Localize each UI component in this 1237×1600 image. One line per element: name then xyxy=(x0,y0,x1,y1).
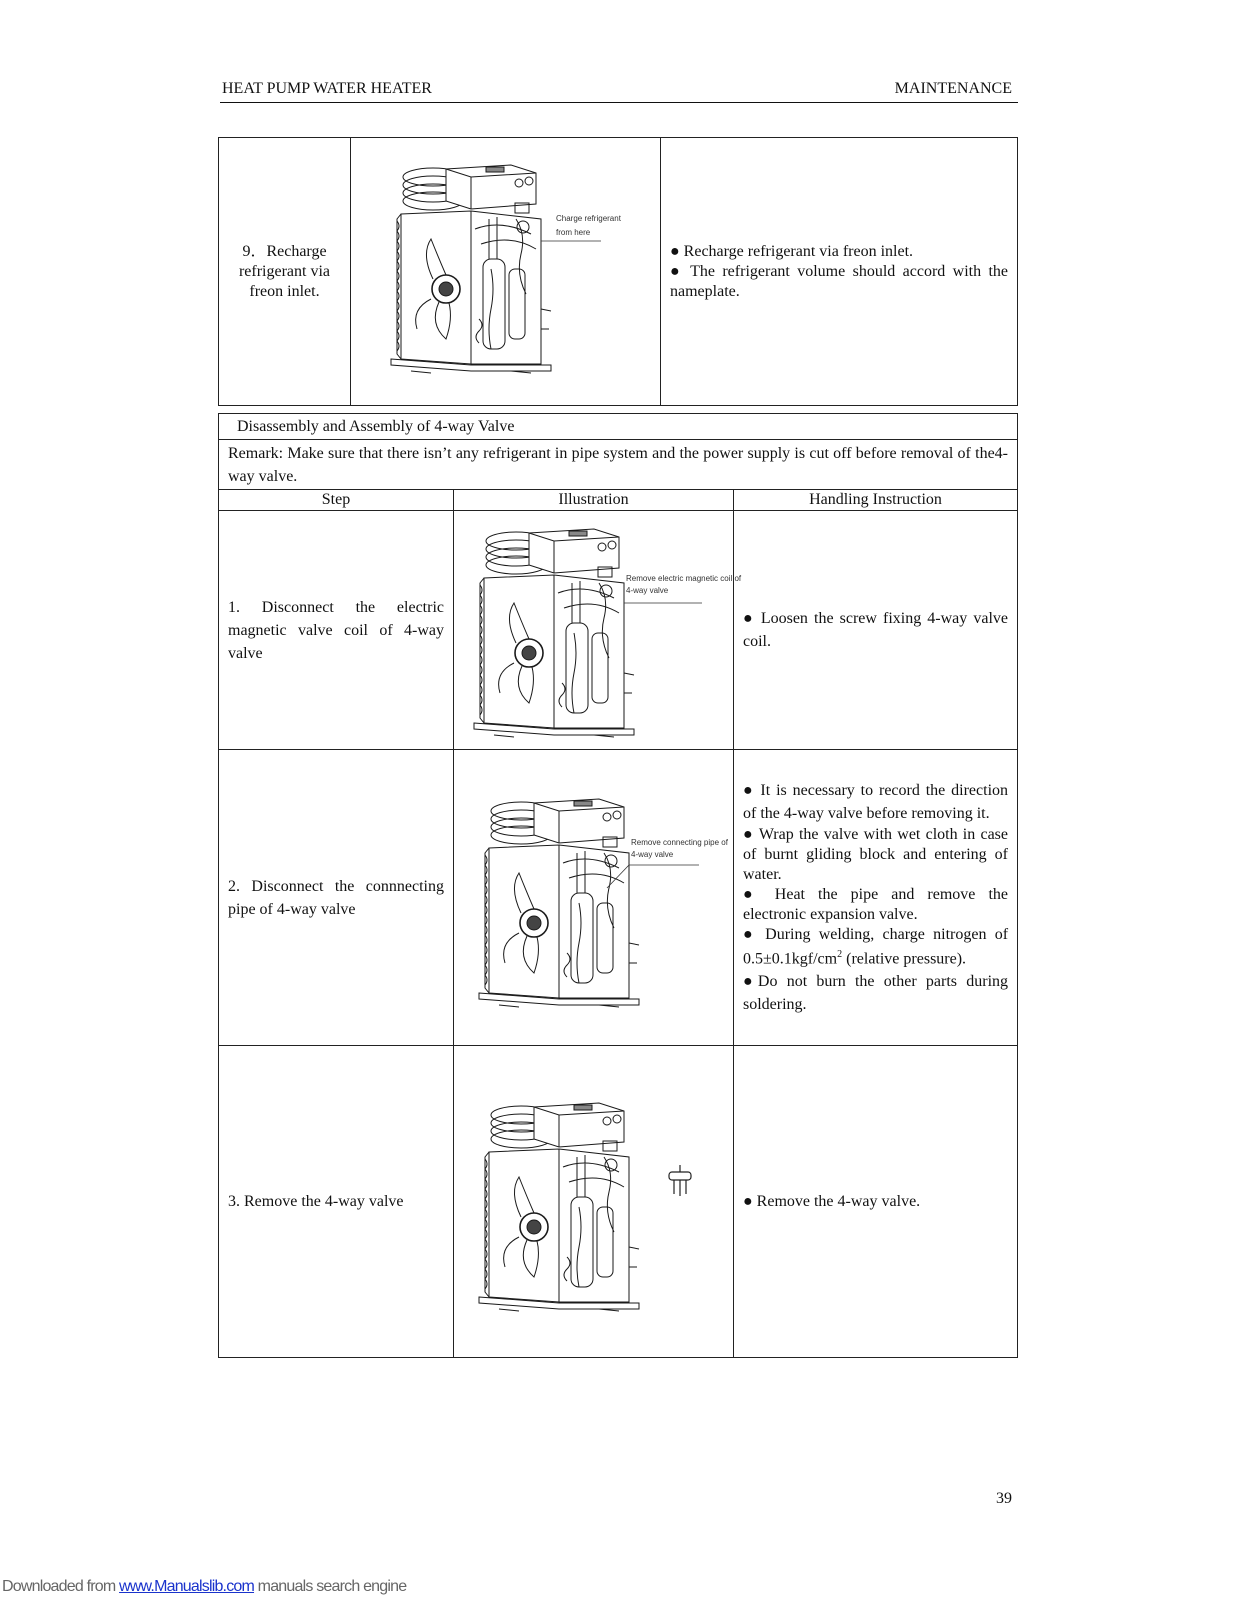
step-2-callout-2: 4-way valve xyxy=(630,849,673,859)
section-title: Disassembly and Assembly of 4-way Valve xyxy=(219,414,1018,440)
step-3-illustration-cell xyxy=(454,1046,734,1358)
step-row-3 xyxy=(219,1046,1018,1358)
footer-suffix: manuals search engine xyxy=(254,1578,407,1595)
heat-pump-unit-illustration xyxy=(474,523,741,738)
step9-instr-1: ● Recharge refrigerant via freon inlet. xyxy=(670,242,914,260)
page-header xyxy=(220,80,1018,103)
step9-table xyxy=(218,137,1018,406)
step-1-callout-1: Remove electric magnetic coil of xyxy=(625,573,741,583)
column-header-row xyxy=(219,490,1018,511)
download-footer xyxy=(2,1578,406,1596)
section-title-row xyxy=(219,414,1018,440)
step-2-callout-1: Remove connecting pipe of xyxy=(630,837,728,847)
col-header-step: Step xyxy=(219,490,454,511)
step9-row xyxy=(219,138,1018,406)
step9-callout-2: from here xyxy=(555,228,590,237)
step9-instr-2: ● The refrigerant volume should accord with the nameplate. xyxy=(670,262,1008,300)
heat-pump-unit-illustration xyxy=(479,793,728,1003)
remark-row xyxy=(219,440,1018,490)
step-2-instr-2: ● Wrap the valve with wet cloth in case of burnt gliding block and entering of water. xyxy=(743,826,1009,884)
header-title: HEAT PUMP WATER HEATER xyxy=(222,80,432,97)
footer-prefix: Downloaded from xyxy=(2,1578,120,1595)
heat-pump-unit-illustration xyxy=(479,1097,709,1307)
step-3-text: 3. Remove the 4-way valve xyxy=(219,1046,454,1358)
step-3-instruction: ● Remove the 4-way valve. xyxy=(734,1046,1018,1358)
step-row-1 xyxy=(219,511,1018,750)
step-2-instr-5: ●Do not burn the other parts during soldering. xyxy=(743,972,1009,1013)
step9-step-cell xyxy=(219,138,351,406)
col-header-instruction: Handling Instruction xyxy=(734,490,1018,511)
four-way-valve-part xyxy=(669,1165,691,1196)
step-2-instruction-cell xyxy=(734,750,1018,1046)
heat-pump-unit-illustration xyxy=(391,159,621,384)
step-2-text: 2. Disconnect the connnecting pipe of 4-way valve xyxy=(219,750,454,1046)
step-2-instr-1: ● It is necessary to record the direction of the 4-way valve before removing it. xyxy=(743,782,1009,823)
step9-step-text: 9．Recharge refrigerant via freon inlet. xyxy=(238,242,331,300)
page-number: 39 xyxy=(996,1490,1012,1507)
step-2-instr-3: ● Heat the pipe and remove the electronic expansion valve. xyxy=(743,886,1009,924)
manualslib-link[interactable]: www.Manualslib.com xyxy=(119,1578,255,1595)
step-1-instruction: ● Loosen the screw fixing 4-way valve coil. xyxy=(734,511,1018,750)
header-section: MAINTENANCE xyxy=(894,80,1012,97)
col-header-illustration: Illustration xyxy=(454,490,734,511)
step-1-illustration-cell xyxy=(454,511,741,750)
step-2-illustration-cell xyxy=(454,750,734,1046)
step9-illustration-cell xyxy=(351,138,661,406)
step-2-instr-4: ● During welding, charge nitrogen of $0.5\pm 0.1kgf/cm^2$ (relative pressure). xyxy=(743,926,1009,968)
step-1-text: 1. Disconnect the electric magnetic valve coil of 4-way valve xyxy=(219,511,454,750)
step-row-2 xyxy=(219,750,1018,1046)
step9-instruction-cell xyxy=(661,138,1018,406)
remark-text: Remark: Make sure that there isn’t any refrigerant in pipe system and the power supply is cut off before removal of the4-way valve. xyxy=(219,440,1018,490)
step9-callout-1: Charge refrigerant xyxy=(555,214,621,223)
step-1-callout-2: 4-way valve xyxy=(625,585,668,595)
four-way-valve-table xyxy=(218,413,1018,1358)
